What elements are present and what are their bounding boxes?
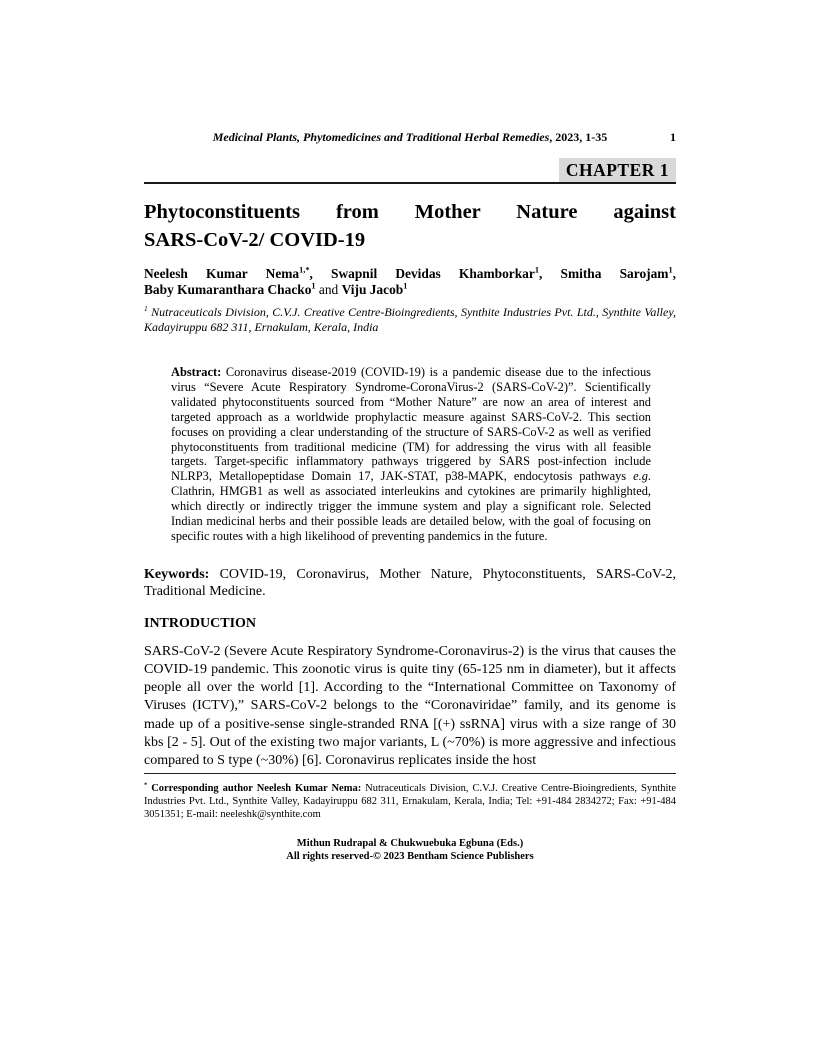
footnote-label: Corresponding author Neelesh Kumar Nema: xyxy=(147,783,362,795)
and-word: and xyxy=(315,282,342,297)
running-head xyxy=(144,130,676,145)
introduction-heading: INTRODUCTION xyxy=(144,615,257,631)
author-2-affiliation-marker: 1 xyxy=(534,265,539,275)
author-4-affiliation-marker: 1 xyxy=(311,281,316,291)
journal-citation xyxy=(213,130,608,144)
affiliation-marker: 1 xyxy=(144,304,148,313)
abstract-label: Abstract: xyxy=(171,365,222,379)
journal-title: Medicinal Plants, Phytomedicines and Traditional Herbal Remedies xyxy=(212,130,550,144)
page-title-line1: Phytoconstituents from Mother Nature against xyxy=(144,201,676,223)
abstract-text-2: . Clathrin, HMGB1 as well as associated interleukins and cytokines are primarily highlighted, which directly or indirectly trigger the immune system and play a significant role. Selected Indian medicinal herbs and their possible leads are detailed below, with the goal of focusing on specific routes with a high likelihood of preventing pandemics in the future. xyxy=(171,469,651,543)
corresponding-author-footnote xyxy=(144,782,676,821)
keywords-text: COVID-19, Coronavirus, Mother Nature, Phytoconstituents, SARS-CoV-2, Traditional Medicine. xyxy=(144,566,676,600)
abstract-eg-italic: e.g xyxy=(633,469,648,484)
journal-citation-suffix: , 2023, 1-35 xyxy=(549,130,608,144)
book-footer xyxy=(144,837,676,863)
author-1: Neelesh Kumar Nema xyxy=(144,266,300,281)
author-2: Swapnil Devidas Khamborkar xyxy=(331,266,535,281)
author-4: Baby Kumaranthara Chacko xyxy=(144,282,312,297)
author-3-affiliation-marker: 1 xyxy=(668,265,673,275)
footnote-bold-part xyxy=(144,783,361,794)
page-number: 1 xyxy=(670,130,676,144)
footnote-text: Nutraceuticals Division, C.V.J. Creative Centre-Bioingredients, Synthite Industries Pvt. Ltd., Synthite Valley, Kadayiruppu 682 311, Ernakulam, Kerala, India; Tel: +91-484 2834272; Fax: +91-484 3051351; E-mail: neeleshk@synthite.com xyxy=(144,783,676,821)
keywords-label: Keywords: xyxy=(144,566,210,582)
affiliation-text: Nutraceuticals Division, C.V.J. Creative Centre-Bioingredients, Synthite Industries Pvt. Ltd., Synthite Valley, Kadayiruppu 682 311, Ernakulam, Kerala, India xyxy=(144,305,676,334)
author-5: Viju Jacob xyxy=(341,282,404,297)
keywords xyxy=(144,566,676,601)
introduction-paragraph: SARS-CoV-2 (Severe Acute Respiratory Syndrome-Coronavirus-2) is the virus that causes the COVID-19 pandemic. This zoonotic virus is quite tiny (65-125 nm in diameter), but it affects people all over the world [1]. According to the “International Committee on Taxonomy of Viruses (ICTV),” SARS-CoV-2 belongs to the “Coronaviridae” family, and its genome is made up of a positive-sense single-stranded RNA [(+) ssRNA] virus with a size range of 30 kbs [2 - 5]. Out of the existing two major variants, L (~70%) is more aggressive and infectious compared to S type (~30%) [6]. Coronavirus replicates inside the host xyxy=(144,643,676,769)
authors xyxy=(144,266,676,298)
authors-line2 xyxy=(144,282,676,298)
authors-line1: Neelesh Kumar Nema$^{1,*}$, Swapnil Devidas Khamborkar$^1$, Smitha Sarojam$^1$, xyxy=(144,265,676,281)
page-title xyxy=(144,198,676,254)
footnote-divider xyxy=(144,773,676,774)
chapter-label: CHAPTER 1 xyxy=(559,158,676,182)
abstract-text-1: Coronavirus disease-2019 (COVID-19) is a pandemic disease due to the infectious virus “Severe Acute Respiratory Syndrome-CoronaVirus-2 (SARS-CoV-2)”. Scientifically validated phytoconstituents sourced from “Mother Nature” are now an area of interest and targeted approach as a worldwide prophylactic measure against SARS-CoV-2. This section focuses on providing a clear understanding of the structure of SARS-CoV-2 as well as verified phytoconstituents from traditional medicine (TM) for addressing the virus with all feasible targets. Target-specific inflammatory pathways triggered by SARS post-infection include NLRP3, Metallopeptidase Domain 17, JAK-STAT, p38-MAPK, endocytosis pathways xyxy=(171,365,651,484)
author-5-affiliation-marker: 1 xyxy=(403,281,408,291)
editors-line: Mithun Rudrapal & Chukwuebuka Egbuna (Eds.) xyxy=(296,838,524,850)
chapter-banner xyxy=(144,158,676,184)
affiliation xyxy=(144,305,676,335)
footnote-asterisk-marker: * xyxy=(144,781,148,789)
copyright-line: All rights reserved-© 2023 Bentham Science Publishers xyxy=(286,851,534,863)
page-title-line2: SARS-CoV-2/ COVID-19 xyxy=(144,229,366,251)
author-3: Smitha Sarojam xyxy=(560,266,669,281)
abstract xyxy=(171,365,651,544)
author-1-affiliation-marker: 1,* xyxy=(299,265,310,275)
